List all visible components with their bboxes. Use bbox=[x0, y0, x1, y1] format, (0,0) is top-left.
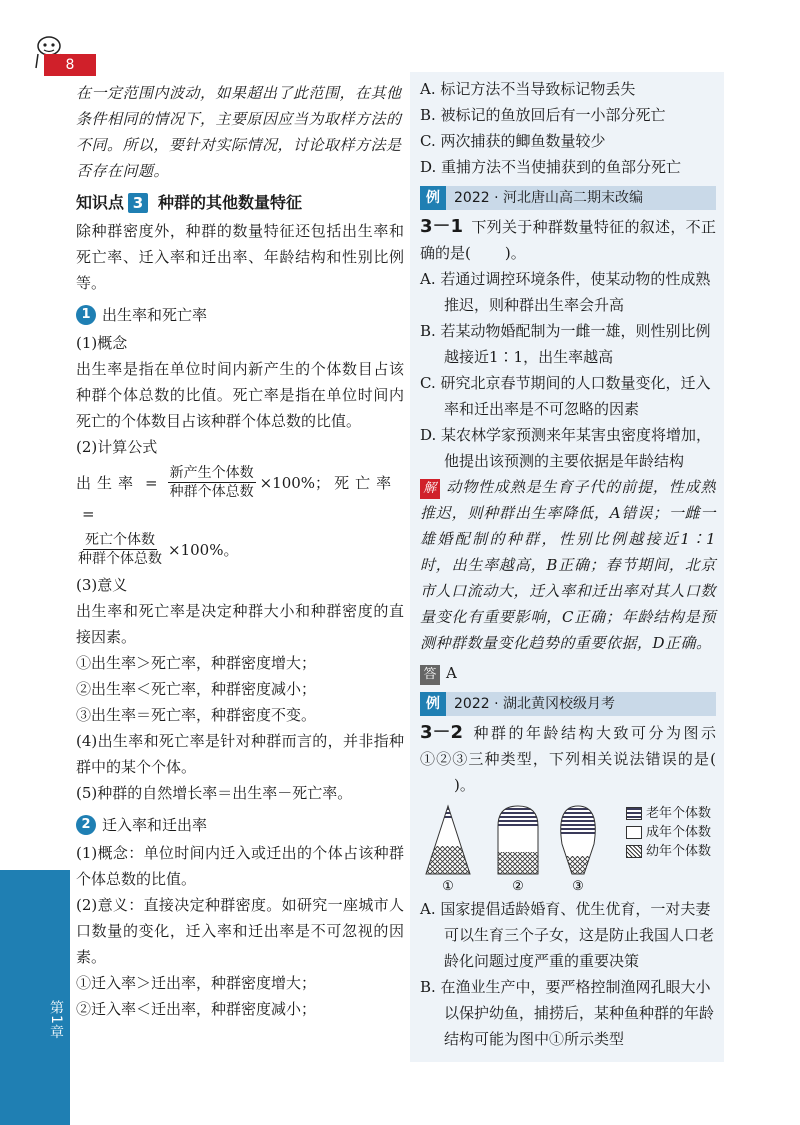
question-2-stem bbox=[420, 720, 716, 798]
equals-sign: = bbox=[82, 505, 95, 523]
prev-option: D. 重捕方法不当使捕获到的鱼部分死亡 bbox=[420, 158, 682, 176]
question-1-stem-text: 下列关于种群数量特征的叙述，不正确的是( bbox=[420, 218, 716, 262]
prev-option: B. 被标记的鱼放回后有一小部分死亡 bbox=[420, 106, 666, 124]
kp-intro: 除种群密度外，种群的数量特征还包括出生率和死亡率、迁入率和迁出率、年龄结构和性别比例等。 bbox=[76, 222, 404, 292]
legend-old-label: 老年个体数 bbox=[646, 806, 712, 821]
example-tag: 例 bbox=[420, 692, 446, 716]
concept-label: (1)概念 bbox=[76, 334, 128, 352]
legend-item bbox=[626, 842, 711, 861]
birth-death-formula bbox=[76, 464, 404, 527]
formula-label: (2)计算公式 bbox=[76, 438, 158, 456]
answer-tag: 答 bbox=[420, 665, 440, 685]
legend-item bbox=[626, 823, 711, 842]
swatch-old bbox=[626, 807, 642, 820]
death-fraction bbox=[76, 531, 164, 568]
question-1-stem bbox=[420, 214, 716, 266]
question-1-stem-end: )。 bbox=[504, 244, 526, 262]
migration-meaning: (2)意义：直接决定种群密度。如研究一座城市人口数量的变化，迁入率和迁出率是不可忽视的因素。 bbox=[76, 896, 404, 966]
question-1-option: B. 若某动物婚配制为一雌一雄，则性别比例越接近1∶1，出生率越高 bbox=[420, 322, 711, 366]
section2-heading bbox=[76, 812, 404, 838]
example-tag: 例 bbox=[420, 186, 446, 210]
intro-line: 否存在问题。 bbox=[76, 162, 170, 180]
figure-legend bbox=[626, 804, 711, 861]
pyramid-3 bbox=[550, 804, 610, 876]
swatch-adult bbox=[626, 826, 642, 839]
note-4: (4)出生率和死亡率是针对种群而言的，并非指种群中的某个个体。 bbox=[76, 732, 404, 776]
birth-numerator: 新产生个体数 bbox=[169, 465, 254, 481]
death-formula-continued bbox=[76, 531, 404, 568]
death-denominator: 种群个体总数 bbox=[78, 551, 162, 567]
migration-item: ②迁入率＜迁出率，种群密度减小； bbox=[76, 1000, 317, 1018]
end-mark: 。 bbox=[223, 540, 239, 559]
intro-line: 条件相同的情况下，主要原因应当为取样方法的 bbox=[76, 110, 402, 128]
note-5: (5)种群的自然增长率＝出生率－死亡率。 bbox=[76, 784, 353, 802]
equals-sign: = bbox=[145, 473, 158, 492]
section2-title: 迁入率和迁出率 bbox=[102, 816, 208, 834]
question-1-number: 3－1 bbox=[420, 216, 464, 237]
age-structure-figure bbox=[420, 804, 716, 892]
question-2-stem-text: 种群的年龄结构大致可分为图示①②③三种类型，下列相关说法错误的是( bbox=[420, 724, 716, 768]
death-rate-label: 死亡率 bbox=[334, 473, 398, 492]
death-numerator: 死亡个体数 bbox=[85, 532, 155, 548]
example-2-header bbox=[420, 692, 716, 716]
right-column bbox=[420, 76, 716, 1052]
prev-option: C. 两次捕获的鲫鱼数量较少 bbox=[420, 132, 606, 150]
left-column bbox=[76, 80, 404, 1022]
question-1-explanation bbox=[420, 474, 716, 656]
prev-option: A. 标记方法不当导致标记物丢失 bbox=[420, 80, 636, 98]
section2-number: 2 bbox=[76, 815, 96, 835]
intro-line: 在一定范围内波动，如果超出了此范围，在其他 bbox=[76, 84, 402, 102]
answer-value: A bbox=[446, 664, 457, 682]
question-2-option: A. 国家提倡适龄婚育、优生优育，一对夫妻可以生育三个子女，这是防止我国人口老龄化问题过度严重的重要决策 bbox=[420, 900, 715, 970]
separator: ； bbox=[315, 473, 331, 492]
age-pyramids bbox=[420, 804, 616, 892]
explanation-text: 动物性成熟是生育子代的前提，性成熟推迟，则种群出生率降低，A错误；一雌一雄婚配制的种群，性别比例越接近1∶1时，出生率越高，B正确；春节期间，北京市人口流动大，迁入率和迁出率对其人口数量变化有重要影响，C正确；年龄结构是预测种群数量变化趋势的重要依据，D正确。 bbox=[420, 478, 716, 652]
question-2-option: B. 在渔业生产中，要严格控制渔网孔眼大小以保护幼鱼，捕捞后，某种鱼种群的年龄结构可能为图中①所示类型 bbox=[420, 978, 715, 1048]
question-2-stem-end: )。 bbox=[454, 776, 475, 794]
birth-denominator: 种群个体总数 bbox=[169, 484, 254, 500]
legend-adult-label: 成年个体数 bbox=[646, 825, 712, 840]
explanation-tag: 解 bbox=[420, 479, 440, 499]
migration-concept: (1)概念：单位时间内迁入或迁出的个体占该种群个体总数的比值。 bbox=[76, 844, 404, 888]
question-1-option: C. 研究北京春节期间的人口数量变化，迁入率和迁出率是不可忽略的因素 bbox=[420, 374, 711, 418]
question-2-number: 3－2 bbox=[420, 722, 464, 743]
kp-title: 种群的其他数量特征 bbox=[158, 193, 303, 212]
percent-factor: ×100% bbox=[168, 540, 224, 559]
section1-number: 1 bbox=[76, 305, 96, 325]
knowledge-point-heading bbox=[76, 190, 404, 216]
meaning-label: (3)意义 bbox=[76, 576, 128, 594]
question-1-option: D. 某农林学家预测来年某害虫密度将增加，他提出该预测的主要依据是年龄结构 bbox=[420, 426, 712, 470]
example-2-source: 2022 · 湖北黄冈校级月考 bbox=[454, 696, 615, 712]
pyramid-2 bbox=[490, 804, 550, 876]
percent-factor: ×100% bbox=[259, 473, 316, 492]
section1-heading bbox=[76, 302, 404, 328]
intro-line: 不同。所以，要针对实际情况，讨论取样方法是 bbox=[76, 136, 402, 154]
concept-text: 出生率是指在单位时间内新产生的个体数目占该种群个体总数的比值。死亡率是指在单位时间内死亡的个体数目占该种群个体总数的比值。 bbox=[76, 360, 404, 430]
question-1-option: A. 若通过调控环境条件，使某动物的性成熟推迟，则种群出生率会升高 bbox=[420, 270, 711, 314]
migration-item: ①迁入率＞迁出率，种群密度增大； bbox=[76, 974, 317, 992]
example-1-source: 2022 · 河北唐山高二期末改编 bbox=[454, 190, 643, 206]
meaning-item: ②出生率＜死亡率，种群密度减小； bbox=[76, 680, 317, 698]
meaning-text: 出生率和死亡率是决定种群大小和种群密度的直接因素。 bbox=[76, 602, 404, 646]
page-number: 8 bbox=[44, 54, 96, 76]
legend-young-label: 幼年个体数 bbox=[646, 844, 712, 859]
meaning-item: ①出生率＞死亡率，种群密度增大； bbox=[76, 654, 317, 672]
question-1-answer bbox=[420, 660, 716, 686]
example-1-header bbox=[420, 186, 716, 210]
swatch-young bbox=[626, 845, 642, 858]
kp-number: 3 bbox=[128, 193, 148, 213]
section1-title: 出生率和死亡率 bbox=[102, 306, 208, 324]
birth-fraction bbox=[168, 464, 256, 501]
meaning-item: ③出生率＝死亡率，种群密度不变。 bbox=[76, 706, 317, 724]
figure-label-2: ② bbox=[512, 879, 524, 892]
birth-rate-label: 出生率 bbox=[76, 473, 140, 492]
legend-item bbox=[626, 804, 711, 823]
chapter-label: 第1章 bbox=[48, 1000, 64, 1040]
age-pyramid-shapes bbox=[420, 804, 616, 892]
figure-label-3: ③ bbox=[572, 879, 584, 892]
chapter-side-band bbox=[0, 870, 70, 1125]
kp-prefix: 知识点 bbox=[76, 193, 125, 212]
figure-label-1: ① bbox=[442, 879, 454, 892]
